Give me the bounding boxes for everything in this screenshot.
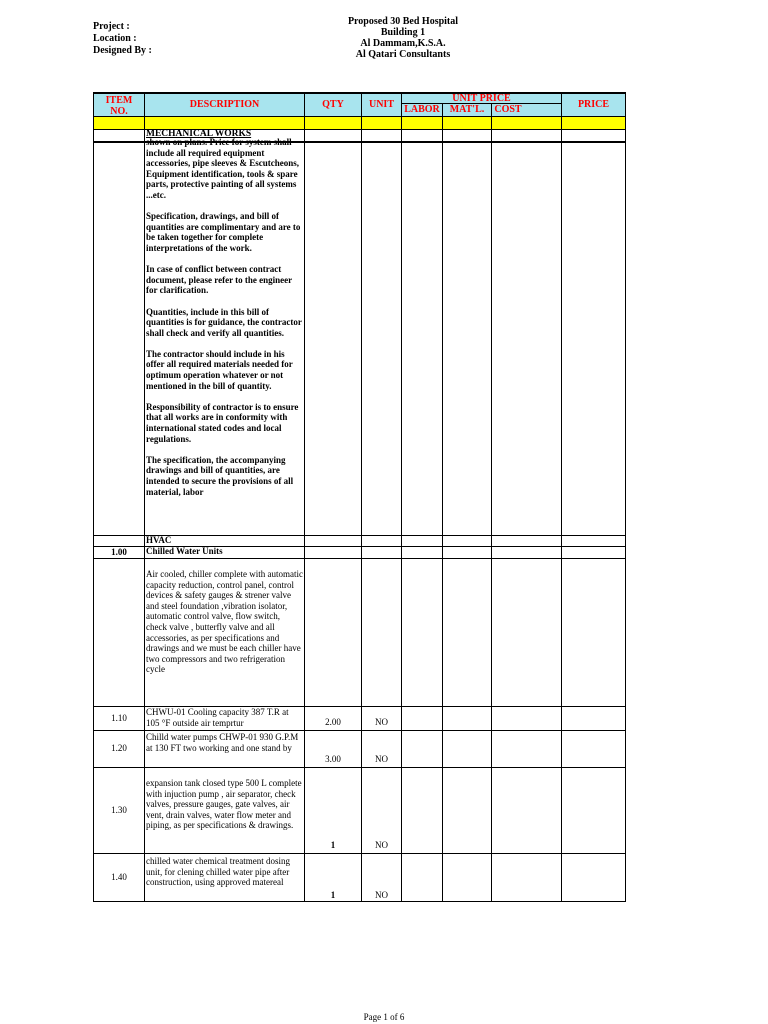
item-unit: NO bbox=[375, 890, 388, 900]
item-qty: 3.00 bbox=[325, 754, 341, 764]
document-title bbox=[303, 16, 503, 60]
title-line-2: Building 1 bbox=[380, 27, 426, 38]
col-cost: COST bbox=[494, 104, 522, 115]
note-paragraph: Quantities, include in this bill of quantities is for guidance, the contractor shall check and verify all quantities. bbox=[146, 306, 302, 338]
item-no: 1.10 bbox=[111, 713, 127, 723]
project-label: Project : bbox=[93, 21, 130, 32]
title-line-1: Proposed 30 Bed Hospital bbox=[347, 16, 459, 27]
item-no: 1.20 bbox=[111, 743, 127, 753]
item-description: Chilld water pumps CHWP-01 930 G.P.M at 130 FT two working and one stand by bbox=[146, 732, 299, 753]
col-unit-price: UNIT PRICE bbox=[452, 93, 511, 104]
col-item-no: ITEM NO. bbox=[105, 95, 133, 117]
note-paragraph: Responsibility of contractor is to ensure that all works are in conformity with international stated codes and local regulations. bbox=[146, 401, 299, 444]
row-line bbox=[93, 767, 626, 768]
col-labor: LABOR bbox=[404, 104, 440, 115]
col-divider bbox=[304, 93, 305, 902]
col-description: DESCRIPTION bbox=[189, 99, 260, 110]
item-unit: NO bbox=[375, 717, 388, 727]
project-info bbox=[93, 21, 152, 57]
item-qty: 1 bbox=[330, 840, 336, 850]
row-line bbox=[402, 103, 561, 104]
col-divider bbox=[144, 93, 145, 902]
col-matl: MAT'L. bbox=[449, 104, 485, 115]
row-line bbox=[93, 730, 626, 731]
location-label: Location : bbox=[93, 33, 137, 44]
row-line bbox=[93, 901, 626, 902]
table-border-left bbox=[93, 93, 94, 902]
note-paragraph: shown on plans. Price for system shall include all required equipment accessories, pipe sleeves & Escutcheons, Equipment identification, tools & spare parts, protective painting of all systems ...etc. bbox=[146, 137, 299, 200]
item-no: 1.40 bbox=[111, 872, 127, 882]
item-qty: 2.00 bbox=[325, 717, 341, 727]
section-title: MECHANICAL WORKS bbox=[146, 129, 252, 139]
col-price: PRICE bbox=[577, 99, 610, 110]
title-line-3: Al Dammam,K.S.A. bbox=[360, 38, 446, 49]
note-paragraph: In case of conflict between contract document, please refer to the engineer for clarification. bbox=[146, 264, 292, 296]
row-line bbox=[93, 853, 626, 854]
item-description: expansion tank closed type 500 L complete with injuction pump , air separator, check valves, pressure gauges, gate valves, air vent, drain valves, water flow meter and piping, as per specifications & drawings. bbox=[146, 778, 302, 831]
item-no: 1.30 bbox=[111, 805, 127, 815]
item-description: chilled water chemical treatment dosing unit, for clening chilled water pipe after construction, using approved matereal bbox=[146, 856, 290, 888]
item-unit: NO bbox=[375, 754, 388, 764]
item-qty: 1 bbox=[330, 890, 336, 900]
general-notes bbox=[146, 137, 304, 541]
yellow-band bbox=[94, 117, 626, 129]
col-divider bbox=[401, 93, 402, 902]
page-footer: Page 1 of 6 bbox=[363, 1012, 405, 1022]
note-paragraph: The contractor should include in his offer all required materials needed for optimum operation whatever or not mentioned in the bill of quantity. bbox=[146, 348, 293, 391]
hvac-heading: HVAC bbox=[146, 535, 172, 545]
title-line-4: Al Qatari Consultants bbox=[355, 49, 451, 60]
item-no: 1.00 bbox=[111, 547, 127, 557]
item-description: Air cooled, chiller complete with automatic capacity reduction, control panel, control devices & safety gauges & strener valve and steel foundation ,vibration isolator, automatic control valve, flow switch, check valve , butterfly valve and all accessories, as per specifications and drawings and we must be each chiller have two compressors and two refrigeration cycle bbox=[146, 569, 303, 675]
item-description: Chilled Water Units bbox=[146, 546, 223, 556]
row-line bbox=[93, 92, 626, 94]
row-line bbox=[93, 558, 626, 559]
col-divider bbox=[361, 93, 362, 902]
col-divider bbox=[442, 103, 443, 902]
table-border-right bbox=[625, 93, 626, 902]
note-paragraph: Specification, drawings, and bill of quantities are complimentary and are to be taken together for complete interpretations of the work. bbox=[146, 211, 301, 253]
note-paragraph: The specification, the accompanying drawings and bill of quantities, are intended to secure the provisions of all material, labor bbox=[146, 454, 294, 497]
designed-by-label: Designed By : bbox=[93, 45, 152, 56]
col-qty: QTY bbox=[322, 99, 344, 110]
col-unit: UNIT bbox=[368, 99, 394, 110]
item-unit: NO bbox=[375, 840, 388, 850]
item-description: CHWU-01 Cooling capacity 387 T.R at 105 °F outside air temprtur bbox=[146, 707, 289, 728]
row-line bbox=[93, 116, 626, 117]
col-divider bbox=[561, 93, 562, 902]
col-divider bbox=[491, 103, 492, 902]
